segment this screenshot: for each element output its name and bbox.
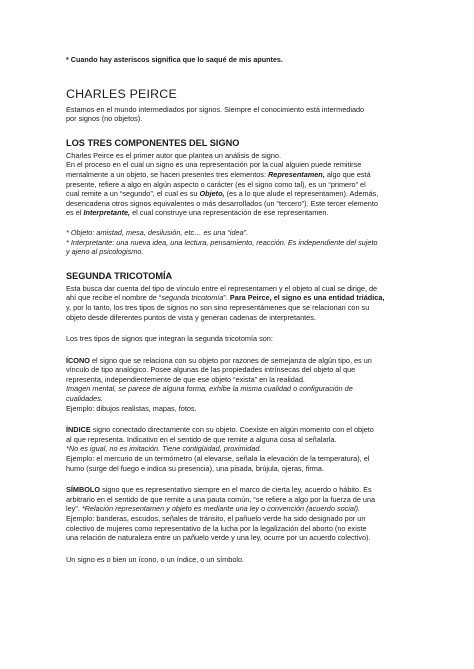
text-line: ahí que recibe el nombre de “ (66, 293, 162, 303)
text-line: al que representa. Indicativo en el sentido de que remite a alguna cosa al señalarla. (66, 434, 337, 444)
note-line: *Relación representamen y objeto es mediante una ley o convención (acuerdo social). (81, 504, 361, 514)
icono-paragraph (66, 356, 408, 414)
text-line: signo que es representativo siempre en el marco de cierta ley, acuerdo o hábito. Es (100, 485, 372, 495)
text-line: En el proceso en el cual un signo es una representación por la cual alguien puede remitirse (66, 160, 362, 170)
term-representamen: Representamen, (268, 169, 325, 179)
term-indice: ÍNDICE (66, 425, 91, 435)
example-line: Ejemplo: dibujos realistas, mapas, fotos. (66, 403, 197, 413)
asterisk-note: * Cuando hay asteriscos significa que lo saqué de mis apuntes. (66, 55, 283, 64)
term-interpretante: Interpretante, (83, 208, 131, 218)
note-line: * Objeto: amistad, mesa, desilusión, etc… es una “idea”. (66, 227, 249, 237)
text-line: una relación de naturaleza entre un pañuelo verde y una ley, ocurre por un acuerdo colectivo). (66, 533, 371, 543)
text-line: representa, independientemente de que ese objeto “exista” en la realidad. (66, 374, 305, 384)
simbolo-paragraph (66, 485, 408, 543)
components-notes (66, 228, 408, 257)
example-line: Ejemplo: banderas, escudos, señales de tránsito, el pañuelo verde ha sido designado por un (66, 514, 366, 523)
page-title: CHARLES PEIRCE (66, 86, 177, 101)
text-line: y, por lo tanto, los tres tipos de signos no son sino representámenes que se relacionan con su (66, 302, 370, 312)
note-line: y ajeno al psicologismo. (66, 247, 144, 257)
example-line: Ejemplo: el mercurio de un termómetro (al elevarse, señala la elevación de la temperatura), el (66, 454, 370, 464)
text-line: Imagen mental, se parece de alguna forma, exhibe la misma cualidad o configuración de (66, 384, 353, 394)
tricotomia-paragraph (66, 284, 408, 322)
text-line: ley”. (66, 504, 82, 514)
text-line: arbitrario en el sentido de que remite a una pauta común, “se refiere a algo por la fuerza de una (66, 494, 376, 504)
text-line: algo que está (324, 169, 371, 179)
note-line: * Interpretante: una nueva idea, una lectura, pensamiento, reacción. Es independiente del sujeto (66, 237, 378, 247)
text-line: vínculo de tipo analógico. Posee algunas de las propiedades intrínsecas del objeto al que (66, 365, 356, 375)
term-simbolo: SÍMBOLO (66, 485, 101, 495)
text-line: cualidades. (66, 394, 103, 404)
text-line: cual remite a un “segundo”, el cual es su (66, 189, 200, 199)
text-line: mentalmente a un objeto, se hacen presentes tres elementos: (66, 169, 269, 179)
text-line: Esta busca dar cuenta del tipo de vínculo entre el representamen y el objeto al cual se dirige, de (66, 283, 378, 293)
text-line: presente, refiere a algo en algún aspecto o carácter (es el signo como tal), es un “primero” el (66, 179, 366, 189)
term-icono: ÍCONO (66, 355, 90, 365)
tricotomia-intro-line: Los tres tipos de signos que integran la segunda tricotomía son: (66, 334, 273, 344)
bold-statement: Para Peirce, el signo es una entidad triádica, (229, 293, 385, 303)
text-line: Charles Peirce es el primer autor que plantea un análisis de signo. (66, 150, 281, 160)
text-line: el signo que se relaciona con su objeto por razones de semejanza de algún tipo, es un (89, 355, 372, 365)
note-line: *No es igual, no es imitación. Tiene contigüidad, proximidad. (66, 444, 262, 454)
intro-line: Estamos en el mundo intermediados por signos. Siempre el conocimiento está intermediado (66, 104, 365, 114)
term-objeto: Objeto, (199, 189, 225, 199)
section-heading-tricotomia: SEGUNDA TRICOTOMÍA (66, 270, 173, 281)
intro-paragraph (66, 105, 408, 124)
text-line: (es a lo que alude el representamen). Además, (224, 189, 379, 199)
text-line: objeto desde diferentes puntos de vista y generan cadenas de interpretantes. (66, 312, 316, 322)
text-line: es el (66, 208, 84, 218)
text-line: humo (surge del fuego e indica su presencia), una pisada, brújula, ojeras, firma. (66, 463, 324, 473)
text-line: colectivo de mujeres como representativo de la lucha por la legalización del aborto (no existe (66, 523, 367, 533)
text-line: desencadena otros signos equivalentes o más desarrollados (un “tercero”). Este tercer elemento (66, 198, 378, 208)
text-line: el cual construye una representación de ese representamen. (130, 208, 329, 218)
text-line: signo conectado directamente con su objeto. Coexiste en algún momento con el objeto (90, 425, 374, 435)
section-heading-components: LOS TRES COMPONENTES DEL SIGNO (66, 137, 240, 148)
intro-line: por signos (no objetos). (66, 114, 143, 124)
term-segunda-tricotomia: segunda tricotomía (161, 293, 224, 303)
closing-line: Un signo es o bien un ícono, o un índice, o un símbolo. (66, 554, 245, 564)
indice-paragraph (66, 425, 408, 473)
components-paragraph (66, 151, 408, 218)
text-line: ”. (223, 293, 230, 303)
